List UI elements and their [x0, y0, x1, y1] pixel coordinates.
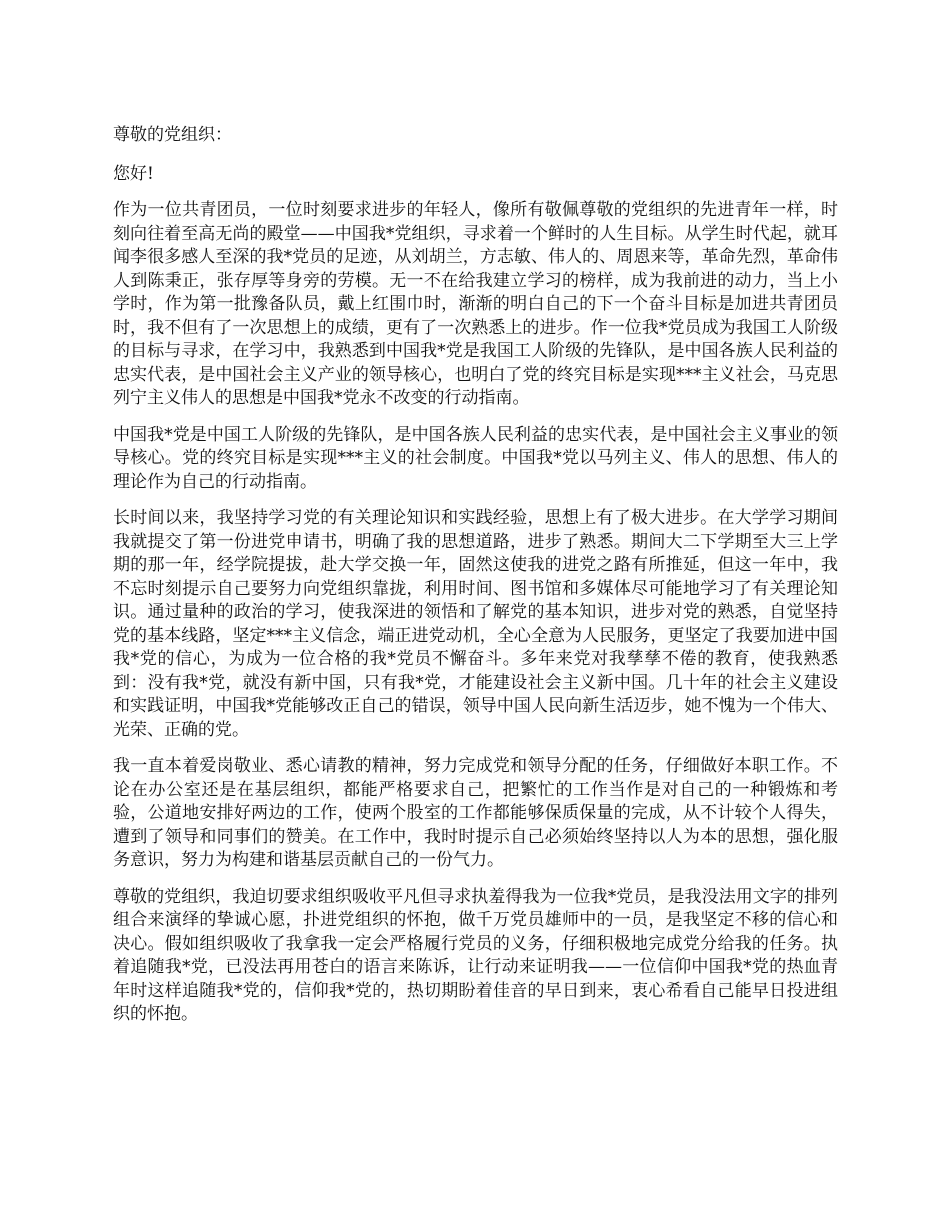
paragraph-5: 尊敬的党组织，我迫切要求组织吸收平凡但寻求执羞得我为一位我*党员，是我没法用文字的排列组合来演绎的挚诚心愿，扑进党组织的怀抱，做千万党员雄师中的一员，是我坚定不移的信心和决心。假如组织吸收了我拿我一定会严格履行党员的义务，仔细积极地完成党分给我的任务。执着追随我*党，已没法再用苍白的语言来陈诉，让行动来证明我——一位信仰中国我*党的热血青年时这样追随我*党的，信仰我*党的，热切期盼着佳音的早日到来，衷心希看自己能早日投进组织的怀抱。: [113, 886, 838, 1024]
greeting: 您好!: [113, 163, 154, 184]
paragraph-3: 长时间以来，我坚持学习党的有关理论知识和实践经验，思想上有了极大进步。在大学学习期间我就提交了第一份进党申请书，明确了我的思想道路，进步了熟悉。期间大二下学期至大三上学期的那一年，经学院提拔，赴大学交换一年，固然这使我的进党之路有所推延，但这一年中，我不忘时刻提示自己要努力向党组织靠拢，利用时间、图书馆和多媒体尽可能地学习了有关理论知识。通过量种的政治的学习，使我深进的领悟和了解党的基本知识，进步对党的熟悉，自觉坚持党的基本线路，坚定***主义信念，端正进党动机，全心全意为人民服务，更坚定了我要加进中国我*党的信心，为成为一位合格的我*党员不懈奋斗。多年来党对我孳孳不倦的教育，使我熟悉到：没有我*党，就没有新中国，只有我*党，才能建设社会主义新中国。几十年的社会主义建设和实践证明，中国我*党能够改正自己的错误，领导中国人民向新生活迈步，她不愧为一个伟大、光荣、正确的党。: [113, 508, 838, 740]
paragraph-1: 作为一位共青团员，一位时刻要求进步的年轻人，像所有敬佩尊敬的党组织的先进青年一样，时刻向往着至高无尚的殿堂——中国我*党组织，寻求着一个鲜时的人生目标。从学生时代起，就耳闻李很多感人至深的我*党员的足迹，从刘胡兰，方志敏、伟人的、周恩来等，革命先烈，革命伟人到陈秉正，张存厚等身旁的劳模。无一不在给我建立学习的榜样，成为我前进的动力，当上小学时，作为第一批豫备队员，戴上红围巾时，渐渐的明白自己的下一个奋斗目标是加进共青团员时，我不但有了一次思想上的成绩，更有了一次熟悉上的进步。作一位我*党员成为我国工人阶级的目标与寻求，在学习中，我熟悉到中国我*党是我国工人阶级的先锋队，是中国各族人民利益的忠实代表，是中国社会主义产业的领导核心，也明白了党的终究目标是实现***主义社会，马克思列宁主义伟人的思想是中国我*党永不改变的行动指南。: [113, 200, 838, 408]
paragraph-2: 中国我*党是中国工人阶级的先锋队，是中国各族人民利益的忠实代表，是中国社会主义事业的领导核心。党的终究目标是实现***主义的社会制度。中国我*党以马列主义、伟人的思想、伟人的理论作为自己的行动指南。: [113, 424, 838, 492]
paragraph-4: 我一直本着爱岗敬业、悉心请教的精神，努力完成党和领导分配的任务，仔细做好本职工作。不论在办公室还是在基层组织，都能严格要求自己，把繁忙的工作当作是对自己的一种锻炼和考验，公道地安排好两边的工作，使两个股室的工作都能够保质保量的完成，从不计较个人得失，遭到了领导和同事们的赞美。在工作中，我时时提示自己必须始终坚持以人为本的思想，强化服务意识，努力为构建和谐基层贡献自己的一份气力。: [113, 756, 838, 870]
letter-page: [113, 124, 838, 1040]
salutation: 尊敬的党组织：: [113, 125, 232, 145]
